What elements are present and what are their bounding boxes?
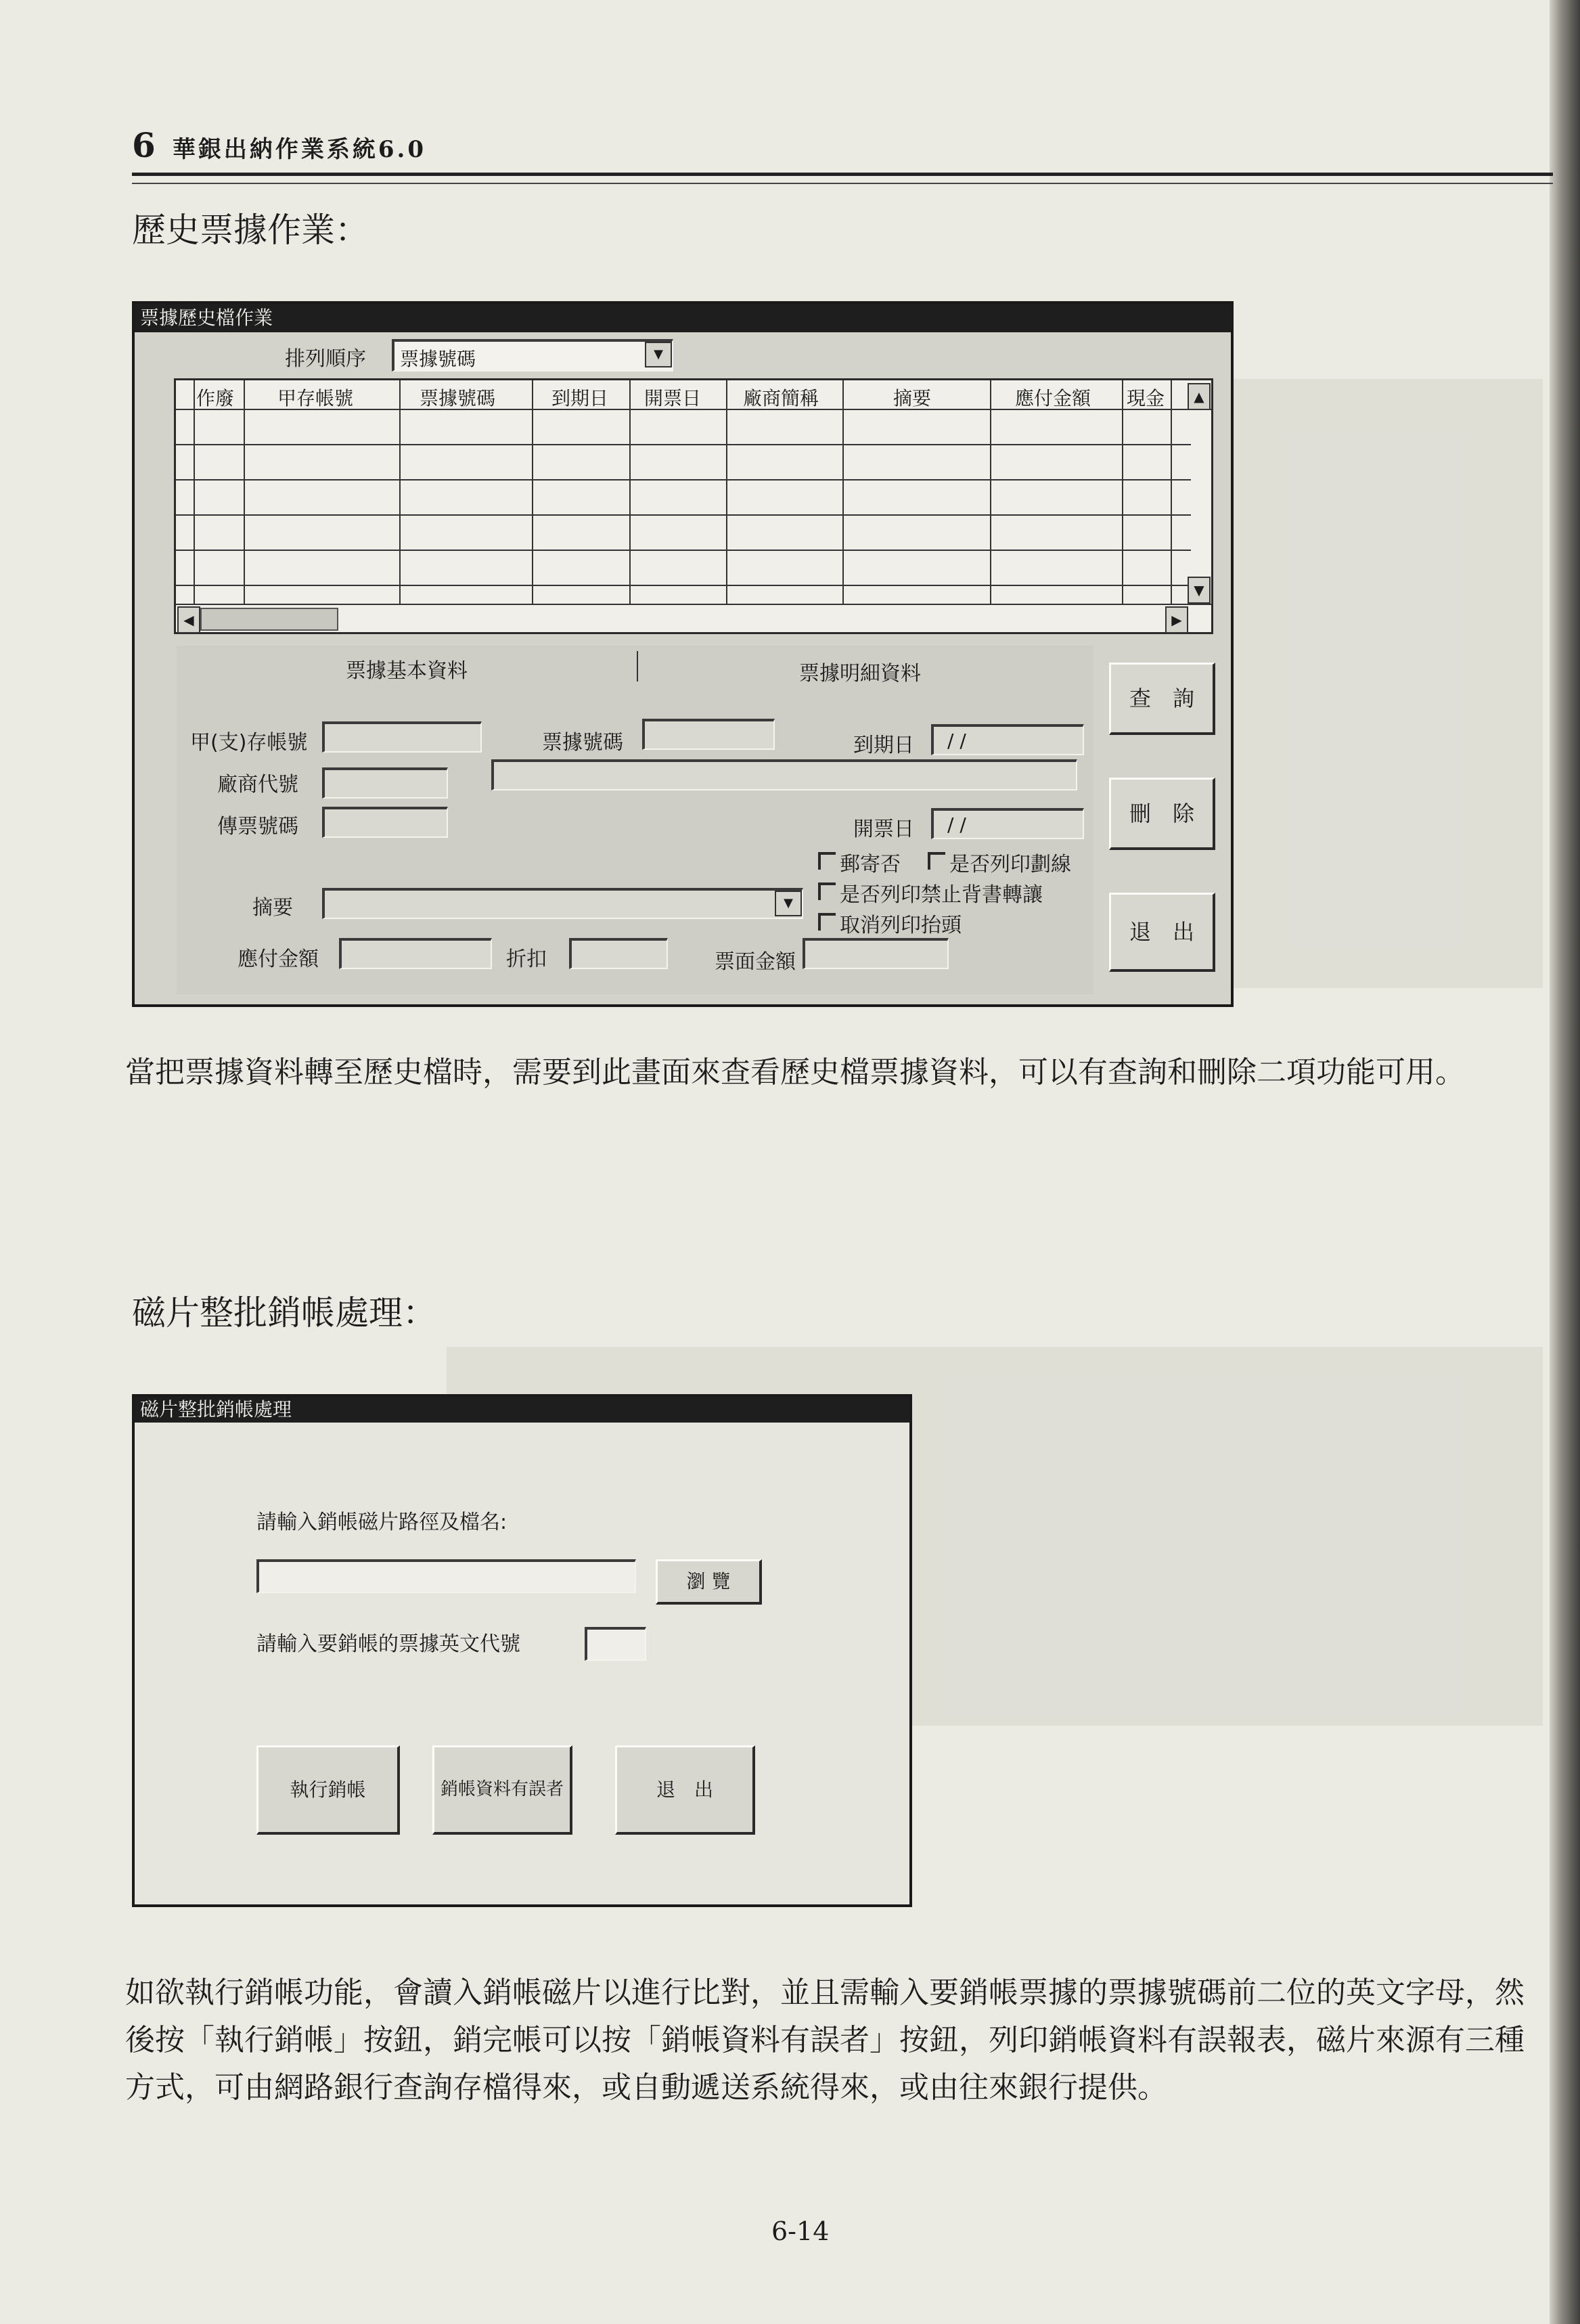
col-header[interactable]: 到期日 bbox=[551, 387, 609, 409]
grid-row-rule bbox=[176, 444, 1191, 445]
discount-label: 折扣 bbox=[506, 947, 547, 971]
error-list-button[interactable]: 銷帳資料有誤者 bbox=[432, 1745, 572, 1835]
grid-col-rule bbox=[399, 380, 401, 604]
section1-paragraph: 當把票據資料轉至歷史檔時，需要到此畫面來查看歷史檔票據資料，可以有查詢和刪除二項功能可用。 bbox=[125, 1055, 1465, 1090]
col-header[interactable]: 票據號碼 bbox=[420, 387, 496, 409]
payable-amount-field[interactable] bbox=[339, 938, 492, 969]
grid-col-rule bbox=[1122, 380, 1123, 604]
summary-label: 摘要 bbox=[252, 896, 293, 920]
account-no-field[interactable] bbox=[322, 721, 482, 753]
sort-order-value: 票據號碼 bbox=[400, 348, 476, 370]
voucher-no-label: 傳票號碼 bbox=[217, 815, 298, 839]
grid-col-rule bbox=[726, 380, 727, 604]
face-amount-label: 票面金額 bbox=[715, 950, 796, 974]
col-header[interactable]: 廠商簡稱 bbox=[743, 387, 819, 409]
voucher-no-field[interactable] bbox=[322, 807, 448, 838]
grid-row-rule bbox=[176, 479, 1191, 481]
no-endorse-checkbox-label: 是否列印禁止背書轉讓 bbox=[840, 883, 1043, 907]
grid-col-rule bbox=[842, 380, 844, 604]
col-header[interactable]: 現金 bbox=[1127, 387, 1165, 409]
page-footer-number: 6-14 bbox=[771, 2216, 830, 2246]
scroll-right-icon[interactable]: ▶ bbox=[1165, 606, 1188, 633]
exit-button[interactable]: 退 出 bbox=[615, 1745, 755, 1835]
code-label: 請輸入要銷帳的票據英文代號 bbox=[256, 1632, 520, 1656]
header-page-number: 6 bbox=[132, 125, 156, 165]
delete-button[interactable]: 刪 除 bbox=[1109, 778, 1215, 850]
header-rule bbox=[132, 173, 1553, 184]
crossline-checkbox-label: 是否列印劃線 bbox=[949, 853, 1071, 876]
grid-col-rule bbox=[990, 380, 991, 604]
grid-col-rule bbox=[1171, 380, 1172, 604]
col-header[interactable]: 開票日 bbox=[644, 387, 702, 409]
grid-row-rule bbox=[176, 514, 1191, 516]
hscroll-thumb[interactable] bbox=[200, 608, 338, 631]
due-date-label: 到期日 bbox=[853, 734, 914, 757]
crossline-checkbox[interactable] bbox=[928, 852, 945, 870]
section-title-history: 歷史票據作業： bbox=[132, 210, 369, 250]
sort-order-label: 排列順序 bbox=[285, 347, 366, 371]
cancel-header-checkbox-label: 取消列印抬頭 bbox=[840, 914, 962, 937]
grid-col-rule bbox=[629, 380, 631, 604]
col-header[interactable]: 應付金額 bbox=[1015, 387, 1091, 409]
no-endorse-checkbox[interactable] bbox=[818, 882, 836, 900]
grid-col-rule bbox=[532, 380, 533, 604]
detail-info-label: 票據明細資料 bbox=[799, 662, 921, 686]
book-spine bbox=[1550, 0, 1580, 2324]
grid-row-rule bbox=[176, 585, 1191, 586]
window-titlebar: 磁片整批銷帳處理 bbox=[135, 1397, 909, 1423]
batch-writeoff-window bbox=[132, 1394, 912, 1907]
sort-order-select[interactable] bbox=[392, 339, 673, 372]
cancel-header-checkbox[interactable] bbox=[818, 913, 836, 931]
section-title-batch: 磁片整批銷帳處理： bbox=[132, 1293, 436, 1333]
code-input[interactable] bbox=[585, 1627, 646, 1661]
col-header[interactable]: 作廢 bbox=[196, 387, 235, 409]
face-amount-field[interactable] bbox=[803, 938, 949, 969]
summary-select[interactable] bbox=[322, 888, 803, 919]
path-input[interactable] bbox=[256, 1559, 636, 1593]
window-titlebar: 票據歷史檔作業 bbox=[135, 304, 1231, 332]
vendor-code-field[interactable] bbox=[322, 767, 448, 799]
check-no-label: 票據號碼 bbox=[542, 731, 623, 755]
grid-row-rule bbox=[176, 550, 1191, 551]
header-book-title: 華銀出納作業系統6.0 bbox=[172, 136, 427, 163]
scroll-left-icon[interactable]: ◀ bbox=[177, 606, 200, 633]
due-date-value: / / bbox=[947, 730, 966, 752]
issue-date-value: / / bbox=[947, 813, 966, 836]
account-no-label: 甲(支)存帳號 bbox=[190, 731, 308, 755]
col-header[interactable]: 甲存帳號 bbox=[277, 387, 354, 409]
basic-info-label: 票據基本資料 bbox=[346, 659, 468, 683]
scroll-down-icon[interactable]: ▼ bbox=[1188, 577, 1211, 604]
discount-field[interactable] bbox=[569, 938, 668, 969]
section2-paragraph: 如欲執行銷帳功能，會讀入銷帳磁片以進行比對，並且需輸入要銷帳票據的票據號碼前二位的英文字母，然後按「執行銷帳」按鈕，銷完帳可以按「銷帳資料有誤者」按鈕，列印銷帳資料有誤報表，磁片來源有三種方式，可由網路銀行查詢存檔得來，或自動遞送系統得來，或由往來銀行提供。 bbox=[125, 1975, 1525, 2105]
path-label: 請輸入銷帳磁片路徑及檔名: bbox=[256, 1511, 507, 1534]
mail-checkbox-label: 郵寄否 bbox=[840, 853, 901, 876]
chevron-down-icon[interactable]: ▼ bbox=[775, 891, 802, 916]
history-check-window bbox=[132, 301, 1234, 1007]
running-header bbox=[132, 125, 426, 165]
chevron-down-icon[interactable]: ▼ bbox=[645, 342, 672, 367]
grid-col-rule bbox=[244, 380, 245, 604]
browse-button[interactable]: 瀏 覽 bbox=[656, 1559, 762, 1605]
grid-col-rule bbox=[194, 380, 195, 604]
col-header[interactable]: 摘要 bbox=[893, 387, 932, 409]
payable-amount-label: 應付金額 bbox=[238, 947, 319, 971]
hscroll-rule bbox=[176, 604, 1211, 605]
detail-panel bbox=[177, 646, 1093, 994]
issue-date-label: 開票日 bbox=[853, 818, 914, 841]
query-button[interactable]: 查 詢 bbox=[1109, 663, 1215, 735]
vendor-code-label: 廠商代號 bbox=[217, 773, 298, 797]
vendor-name-field[interactable] bbox=[491, 759, 1077, 790]
scroll-up-icon[interactable]: ▲ bbox=[1188, 383, 1211, 410]
exit-button[interactable]: 退 出 bbox=[1109, 893, 1215, 972]
mail-checkbox[interactable] bbox=[818, 852, 836, 870]
due-date-field[interactable] bbox=[931, 724, 1084, 755]
check-no-field[interactable] bbox=[642, 719, 775, 750]
execute-writeoff-button[interactable]: 執行銷帳 bbox=[256, 1745, 400, 1835]
panel-divider bbox=[637, 651, 638, 681]
history-grid[interactable] bbox=[174, 378, 1213, 634]
issue-date-field[interactable] bbox=[931, 808, 1084, 839]
